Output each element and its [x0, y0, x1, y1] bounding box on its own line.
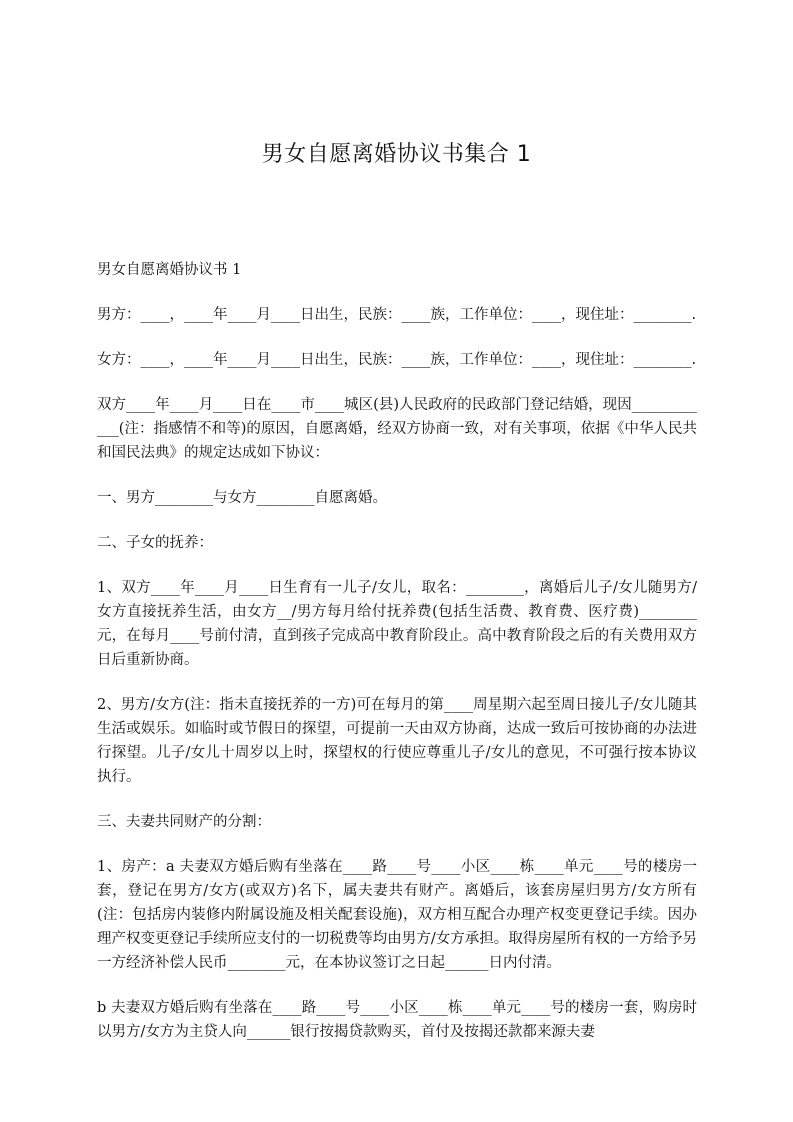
clause-3-item-1: 1、房产：a 夫妻双方婚后购有坐落在____路____号____小区____栋____单元____号的楼房一套，登记在男方/女方(或双方)名下，属夫妻共有财产。离婚后，该套房屋归男方/女方所有(注：包括房内装修内附属设施及相关配套设施)，双方相互配合办理产权变更登记手续。因办理产权变更登记手续所应支付的一切税费等均由男方/女方承担。取得房屋所有权的一方给予另一方经济补偿人民币________元，在本协议签订之日起______日内付清。 — [97, 859, 697, 971]
clause-2-item-1: 1、双方____年____月____日生育有一儿子/女儿，取名：________，离婚后儿子/女儿随男方/女方直接抚养生活，由女方__/男方每月给付抚养费(包括生活费、教育费、医疗费)________元，在每月____号前付清，直到孩子完成高中教育阶段止。高中教育阶段之后的有关费用双方日后重新协商。 — [97, 580, 697, 668]
document-body — [97, 258, 697, 1065]
section-heading: 男女自愿离婚协议书 1 — [97, 262, 242, 278]
paragraph-preamble: 双方____年____月____日在____市____城区(县)人民政府的民政部门登记结婚，现因____________(注：指感情不和等)的原因，自愿离婚，经双方协商一致，对有关事项，依据《中华人民共和国民法典》的规定达成如下协议： — [97, 397, 697, 461]
clause-2-item-2: 2、男方/女方(注：指未直接抚养的一方)可在每月的第____周星期六起至周日接儿子/女儿随其生活或娱乐。如临时或节假日的探望，可提前一天由双方协商，达成一致后可按协商的办法进行探望。儿子/女儿十周岁以上时，探望权的行使应尊重儿子/女儿的意见，不可强行按本协议执行。 — [97, 697, 697, 785]
document-title: 男女自愿离婚协议书集合 1 — [261, 142, 532, 167]
clause-3-item-1b: b 夫妻双方婚后购有坐落在____路____号____小区____栋____单元____号的楼房一套，购房时以男方/女方为主贷人向______银行按揭贷款购买，首付及按揭还款都来源夫妻 — [97, 1000, 697, 1040]
paragraph-male-party: 男方：____，____年____月____日出生，民族：____族，工作单位：____，现住址：________. — [97, 307, 697, 323]
clause-3-heading: 三、夫妻共同财产的分割： — [97, 814, 271, 830]
clause-2-heading: 二、子女的抚养： — [97, 535, 213, 551]
clause-1-divorce: 一、男方________与女方________自愿离婚。 — [97, 490, 387, 506]
paragraph-female-party: 女方：____，____年____月____日出生，民族：____族，工作单位：____，现住址：________. — [97, 352, 697, 368]
